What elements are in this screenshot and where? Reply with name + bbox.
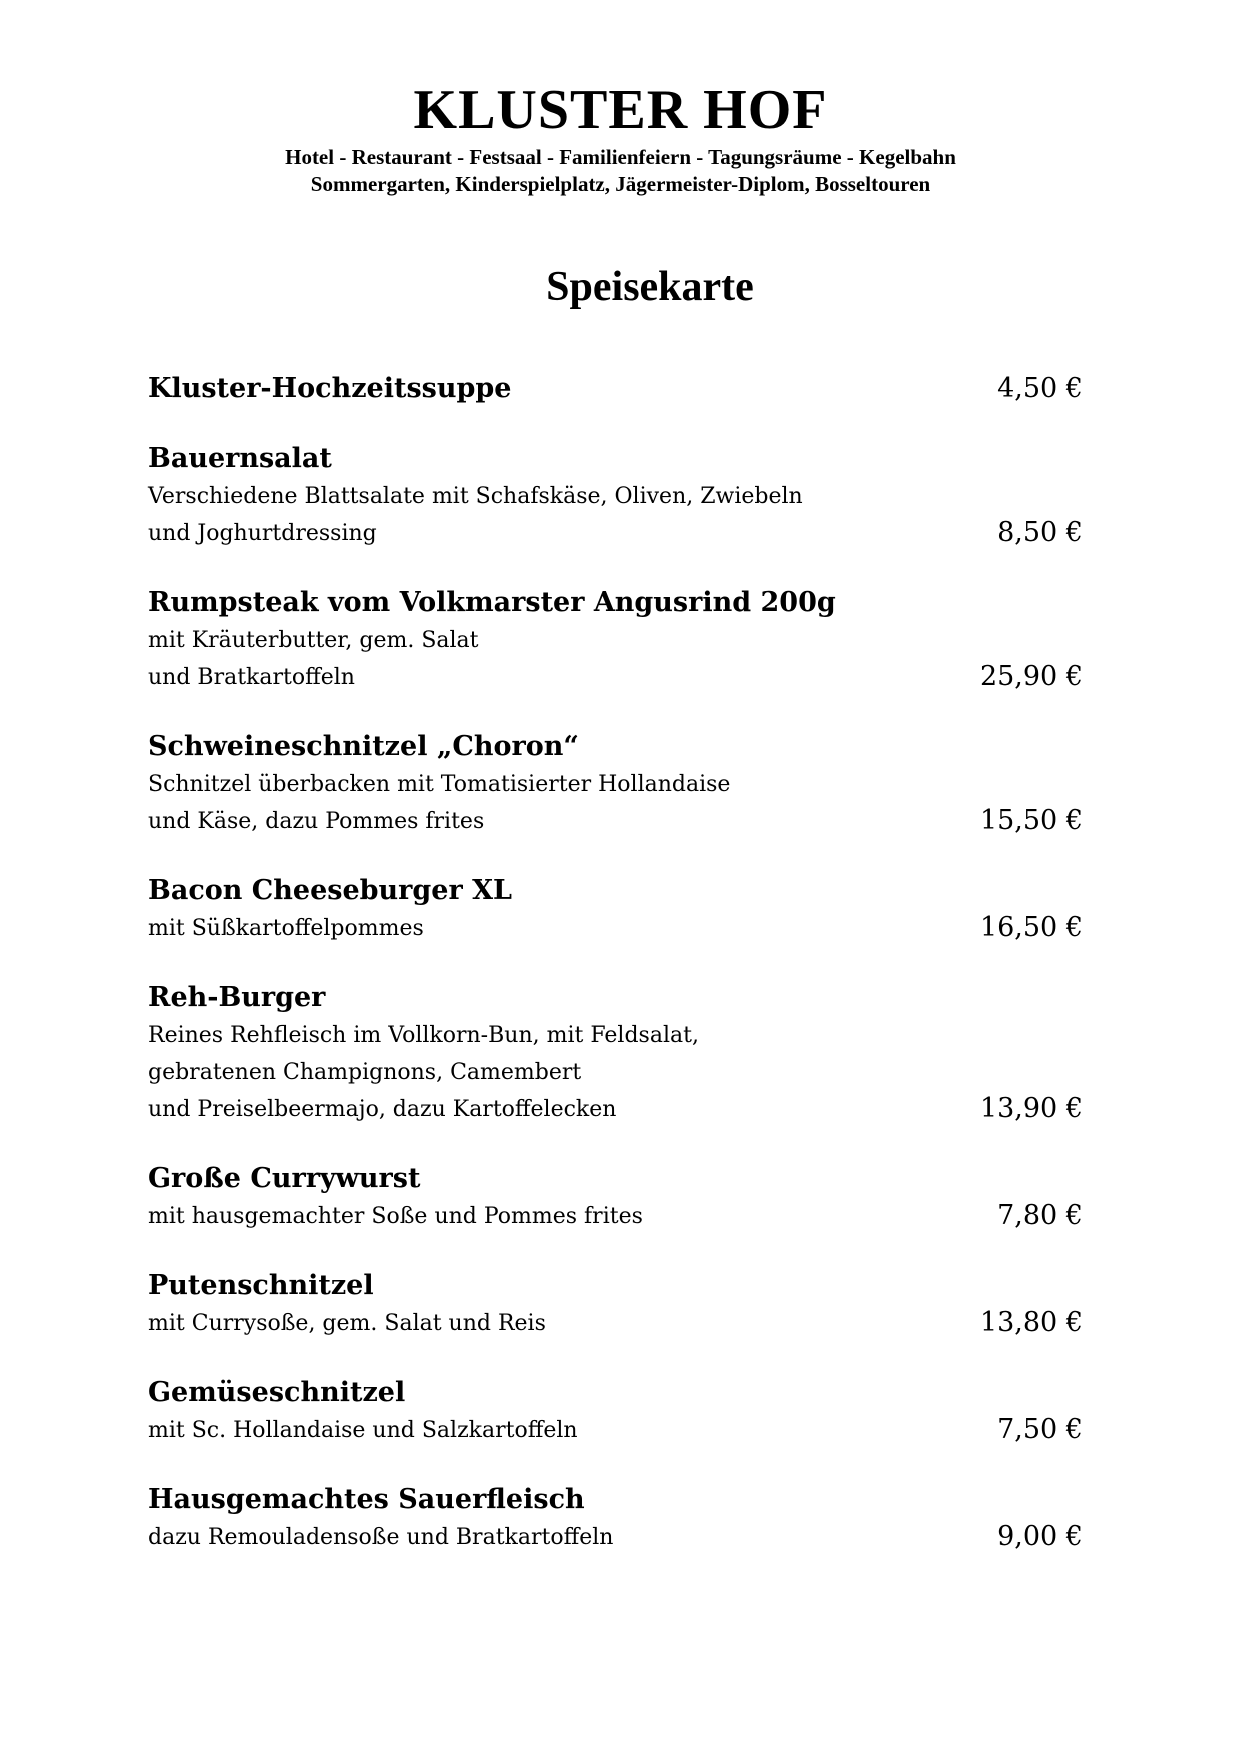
menu-item-price: 7,50 € xyxy=(997,1414,1083,1445)
tagline-line-2: Sommergarten, Kinderspielplatz, Jägermeister-Diplom, Bosseltouren xyxy=(310,172,931,196)
menu-item-name: Bauernsalat xyxy=(148,443,332,474)
menu-item-name: Kluster-Hochzeitssuppe xyxy=(148,373,512,404)
menu-item-description: mit Sc. Hollandaise und Salzkartoffeln xyxy=(148,1418,578,1443)
menu-item xyxy=(148,1267,1083,1342)
menu-item-description: und Joghurtdressing xyxy=(148,521,377,546)
menu-item-name: Rumpsteak vom Volkmarster Angusrind 200g xyxy=(148,587,836,618)
menu-item-name: Gemüseschnitzel xyxy=(148,1377,406,1408)
menu-item-description: Verschiedene Blattsalate mit Schafskäse, Oliven, Zwiebeln xyxy=(148,484,803,509)
menu-item xyxy=(148,1481,1083,1556)
menu-item xyxy=(148,440,1083,552)
menu-item-description: mit hausgemachter Soße und Pommes frites xyxy=(148,1204,643,1229)
menu-item xyxy=(148,584,1083,696)
menu-item-row xyxy=(148,1412,1083,1449)
menu-item-row xyxy=(148,515,1083,552)
menu-item-name: Bacon Cheeseburger XL xyxy=(148,875,512,906)
menu-item-row xyxy=(148,910,1083,947)
menu-item-description: mit Currysoße, gem. Salat und Reis xyxy=(148,1311,546,1336)
menu-item-name: Hausgemachtes Sauerfleisch xyxy=(148,1484,585,1515)
menu-title: Speisekarte xyxy=(546,264,754,310)
menu-item xyxy=(148,1374,1083,1449)
menu-item-row xyxy=(148,659,1083,696)
menu-item-row xyxy=(148,1091,1083,1128)
menu-item-name: Große Currywurst xyxy=(148,1163,421,1194)
menu-item-description: gebratenen Champignons, Camembert xyxy=(148,1060,582,1085)
menu-item-description: mit Kräuterbutter, gem. Salat xyxy=(148,628,479,653)
menu-list xyxy=(148,370,1083,1588)
menu-item-price: 4,50 € xyxy=(997,373,1083,404)
menu-item-price: 16,50 € xyxy=(979,912,1083,943)
menu-item-name: Putenschnitzel xyxy=(148,1270,374,1301)
menu-item-description: und Preiselbeermajo, dazu Kartoffelecken xyxy=(148,1097,617,1122)
tagline-line-1: Hotel - Restaurant - Festsaal - Familienfeiern - Tagungsräume - Kegelbahn xyxy=(285,145,956,169)
menu-item xyxy=(148,979,1083,1128)
menu-item-description: mit Süßkartoffelpommes xyxy=(148,916,424,941)
menu-item-price: 13,90 € xyxy=(979,1093,1083,1124)
menu-item-row xyxy=(148,1519,1083,1556)
menu-item-description: Schnitzel überbacken mit Tomatisierter Hollandaise xyxy=(148,772,731,797)
menu-item-description: und Käse, dazu Pommes frites xyxy=(148,809,485,834)
menu-item-row xyxy=(148,370,1083,408)
menu-item-row xyxy=(148,1305,1083,1342)
menu-item-name: Schweineschnitzel „Choron“ xyxy=(148,731,579,762)
menu-item-description: Reines Rehfleisch im Vollkorn-Bun, mit Feldsalat, xyxy=(148,1023,699,1048)
menu-item xyxy=(148,872,1083,947)
menu-item xyxy=(148,370,1083,408)
menu-item-price: 8,50 € xyxy=(997,517,1083,548)
menu-item-price: 7,80 € xyxy=(997,1200,1083,1231)
menu-item-price: 25,90 € xyxy=(979,661,1083,692)
menu-item xyxy=(148,728,1083,840)
menu-item-price: 15,50 € xyxy=(979,805,1083,836)
menu-item-row xyxy=(148,803,1083,840)
menu-item-row xyxy=(148,1198,1083,1235)
menu-item xyxy=(148,1160,1083,1235)
menu-item-price: 9,00 € xyxy=(997,1521,1083,1552)
menu-item-description: und Bratkartoffeln xyxy=(148,665,355,690)
menu-item-name: Reh-Burger xyxy=(148,982,326,1013)
menu-item-description: dazu Remouladensoße und Bratkartoffeln xyxy=(148,1525,614,1550)
brand-title: KLUSTER HOF xyxy=(413,79,828,141)
menu-item-price: 13,80 € xyxy=(979,1307,1083,1338)
